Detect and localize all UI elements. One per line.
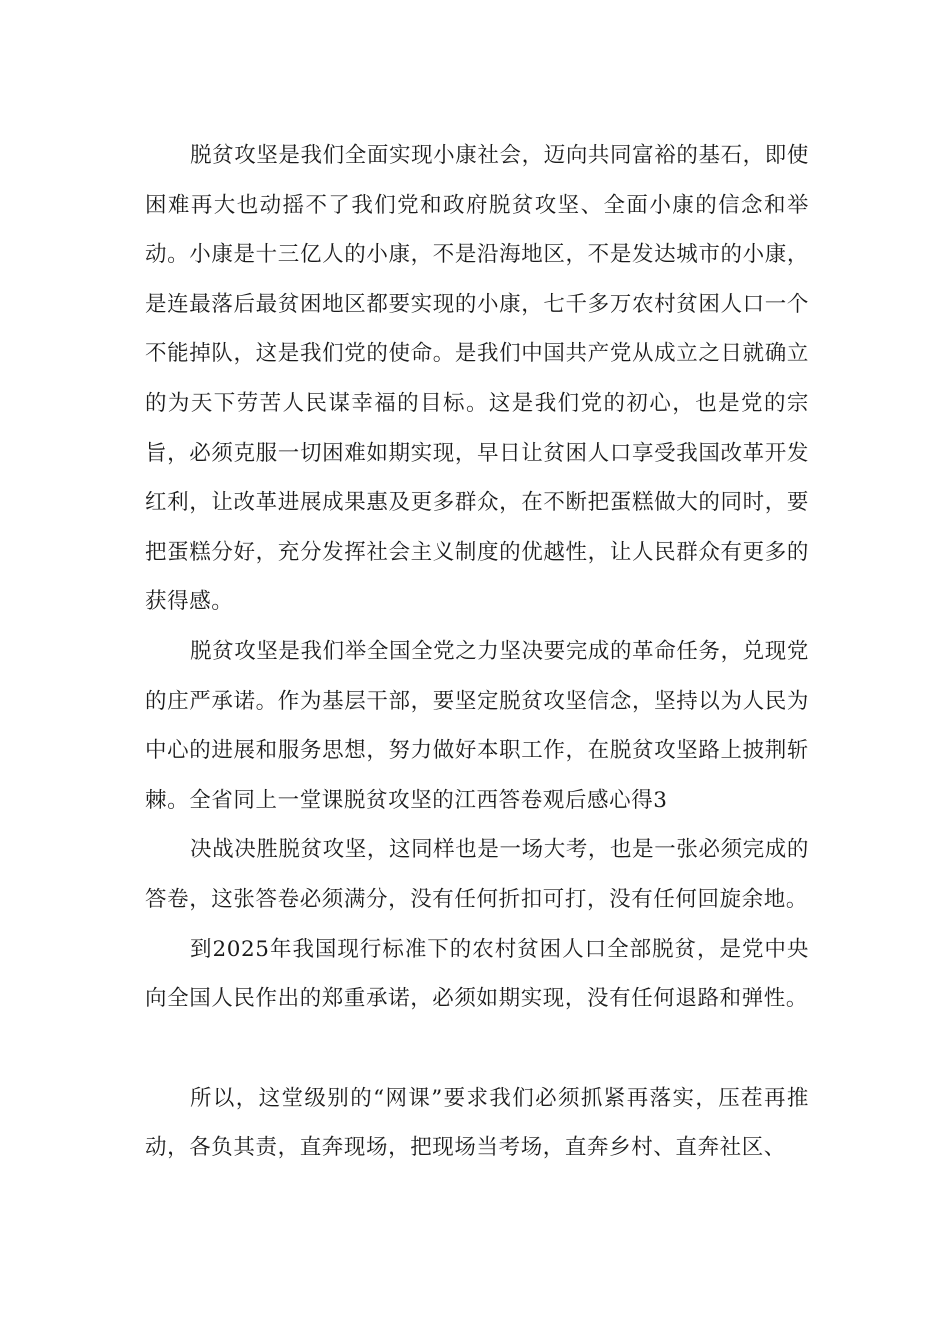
paragraph-5: 所以，这堂级别的“网课”要求我们必须抓紧再落实，压茬再推动，各负其责，直奔现场，把现场当考场，直奔乡村、直奔社区、	[145, 1085, 809, 1161]
document-body	[145, 131, 809, 1173]
paragraph-1: 脱贫攻坚是我们全面实现小康社会，迈向共同富裕的基石，即使困难再大也动摇不了我们党和政府脱贫攻坚、全面小康的信念和举动。小康是十三亿人的小康，不是沿海地区，不是发达城市的小康，是连最落后最贫困地区都要实现的小康，七千多万农村贫困人口一个不能掉队，这是我们党的使命。是我们中国共产党从成立之日就确立的为天下劳苦人民谋幸福的目标。这是我们党的初心，也是党的宗旨，必须克服一切困难如期实现，早日让贫困人口享受我国改革开发红利，让改革进展成果惠及更多群众，在不断把蛋糕做大的同时，要把蛋糕分好，充分发挥社会主义制度的优越性，让人民群众有更多的获得感。	[145, 143, 809, 615]
paragraph-2: 脱贫攻坚是我们举全国全党之力坚决要完成的革命任务，兑现党的庄严承诺。作为基层干部，要坚定脱贫攻坚信念，坚持以为人民为中心的进展和服务思想，努力做好本职工作，在脱贫攻坚路上披荆斩棘。全省同上一堂课脱贫攻坚的江西答卷观后感心得3	[145, 638, 809, 813]
paragraph-4: 到2025年我国现行标准下的农村贫困人口全部脱贫，是党中央向全国人民作出的郑重承诺，必须如期实现，没有任何退路和弹性。	[145, 936, 809, 1012]
paragraph-3: 决战决胜脱贫攻坚，这同样也是一场大考，也是一张必须完成的答卷，这张答卷必须满分，没有任何折扣可打，没有任何回旋余地。	[145, 837, 809, 912]
